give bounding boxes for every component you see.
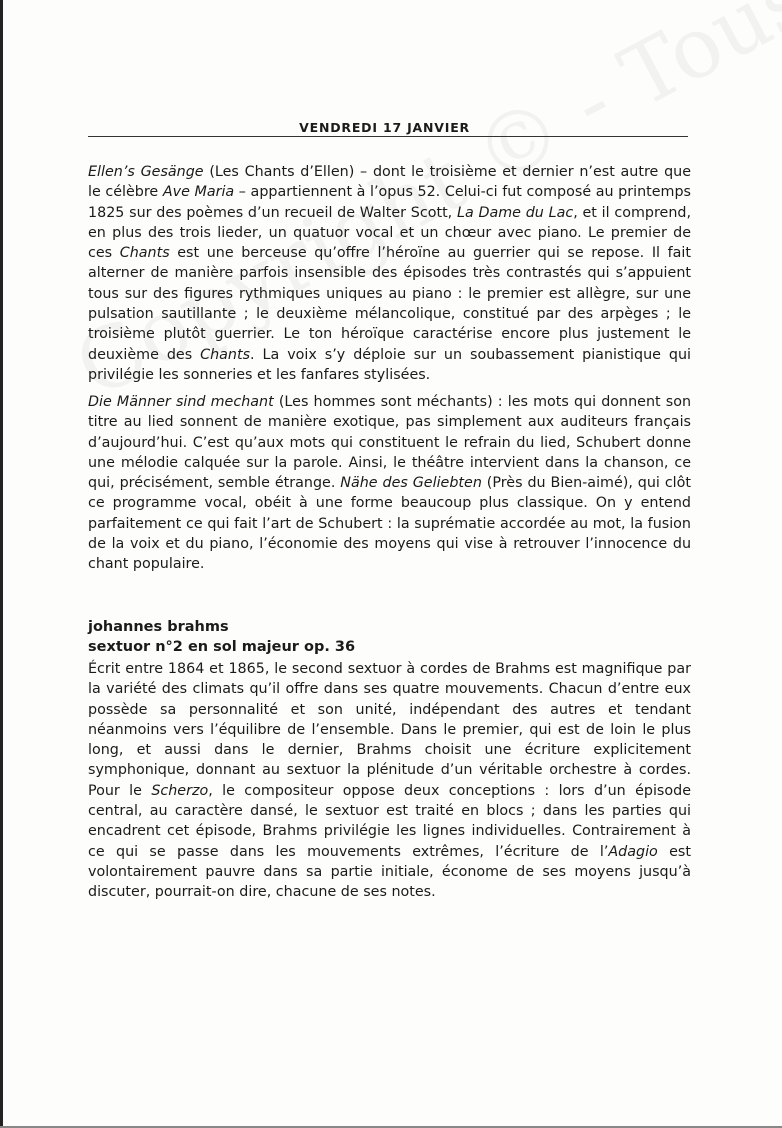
paragraph-text [88, 162, 691, 385]
header-rule [88, 136, 688, 137]
brahms-title-block [88, 617, 355, 657]
brahms-paragraph [88, 659, 691, 903]
italic-title-run: La Dame du Lac [456, 204, 574, 221]
italic-title-run: Nähe des Geliebten [340, 475, 482, 492]
running-header: VENDREDI 17 JANVIER [299, 120, 470, 135]
text-run: , le compositeur oppose deux conceptions : lors d’un épisode central, au caractère dansé, le sextuor est traité en blocs ; dans les parties qui encadrent cet épisode, Brahms privilégie les lignes individuelles. Contrairement à ce qui se passe dans les mouvements extrêmes, l’écriture de l’ [88, 782, 692, 860]
italic-title-run: Ave Maria [162, 184, 235, 201]
italic-title-run: Scherzo [151, 782, 209, 799]
paragraph-text [88, 659, 691, 903]
italic-title-run: Chants [119, 245, 170, 262]
work-title: sextuor n°2 en sol majeur op. 36 [88, 639, 356, 655]
text-run: (Les Chants d’Ellen) – dont le troisième et dernier n’est autre que le célèbre [88, 164, 691, 201]
italic-title-run: Chants [200, 346, 251, 363]
italic-title-run: Adagio [608, 843, 658, 860]
text-run: est une berceuse qu’offre l’héroïne au guerrier qui se repose. Il fait alterner de manière parfois insensible des épisodes très contrastés qui s’appuient tous sur des figures rythmiques uniques au piano : le premier est allègre, sur une pulsation sautillante ; le deuxième mélancolique, constitué par des arpèges ; le troisième plutôt guerrier. Le ton héroïque caractérise encore plus justement le deuxième des [88, 245, 691, 363]
text-run: – appartiennent à l’opus 52. Celui-ci fut composé au printemps 1825 sur des poèmes d’un recueil de Walter Scott, [88, 184, 691, 221]
scan-edge-left [0, 0, 3, 1128]
text-run: (Près du Bien-aimé), qui clôt ce programme vocal, obéit à une forme beaucoup plus classique. On y entend parfaitement ce qui fait l’art de Schubert : la suprématie accordée au mot, la fusion de la voix et du piano, l’économie des moyens qui vise à retrouver l’innocence du chant populaire. [88, 475, 691, 573]
schubert-paragraph-2 [88, 392, 691, 575]
schubert-paragraph-1 [88, 162, 691, 385]
text-run: Écrit entre 1864 et 1865, le second sextuor à cordes de Brahms est magnifique par la variété des climats qu’il offre dans ses quatre mouvements. Chacun d’entre eux possède sa personnalité et son unité, indépendant des autres et tendant néanmoins vers l’équilibre de l’ensemble. Dans le premier, qui est de loin le plus long, et aussi dans le dernier, Brahms choisit une écriture explicitement symphonique, donnant au sextuor la plénitude d’un véritable orchestre à cordes. Pour le [88, 661, 691, 799]
italic-title-run: Die Männer sind mechant [88, 394, 274, 410]
text-run: est volontairement pauvre dans sa partie initiale, économe de ses moyens jusqu’à discuter, pourrait-on dire, chacune de ses notes. [88, 843, 691, 901]
paragraph-text [88, 392, 691, 575]
text-run: , et il comprend, en plus des trois lieder, un quatuor vocal et un chœur avec piano. Le premier de ces [88, 204, 692, 262]
italic-title-run: Ellen’s Gesänge [88, 164, 204, 180]
text-run: (Les hommes sont méchants) : les mots qui donnent son titre au lied sonnent de manière exotique, pas simplement aux auditeurs français d’aujourd’hui. C’est qu’aux mots qui constituent le refrain du lied, Schubert donne une mélodie calquée sur la parole. Ainsi, le théâtre intervient dans la chanson, ce qui, précisément, semble étrange. [88, 394, 692, 492]
composer-name: johannes brahms [88, 619, 229, 635]
text-run: . La voix s’y déploie sur un soubassement pianistique qui privilégie les sonneries et les fanfares stylisées. [88, 346, 691, 383]
